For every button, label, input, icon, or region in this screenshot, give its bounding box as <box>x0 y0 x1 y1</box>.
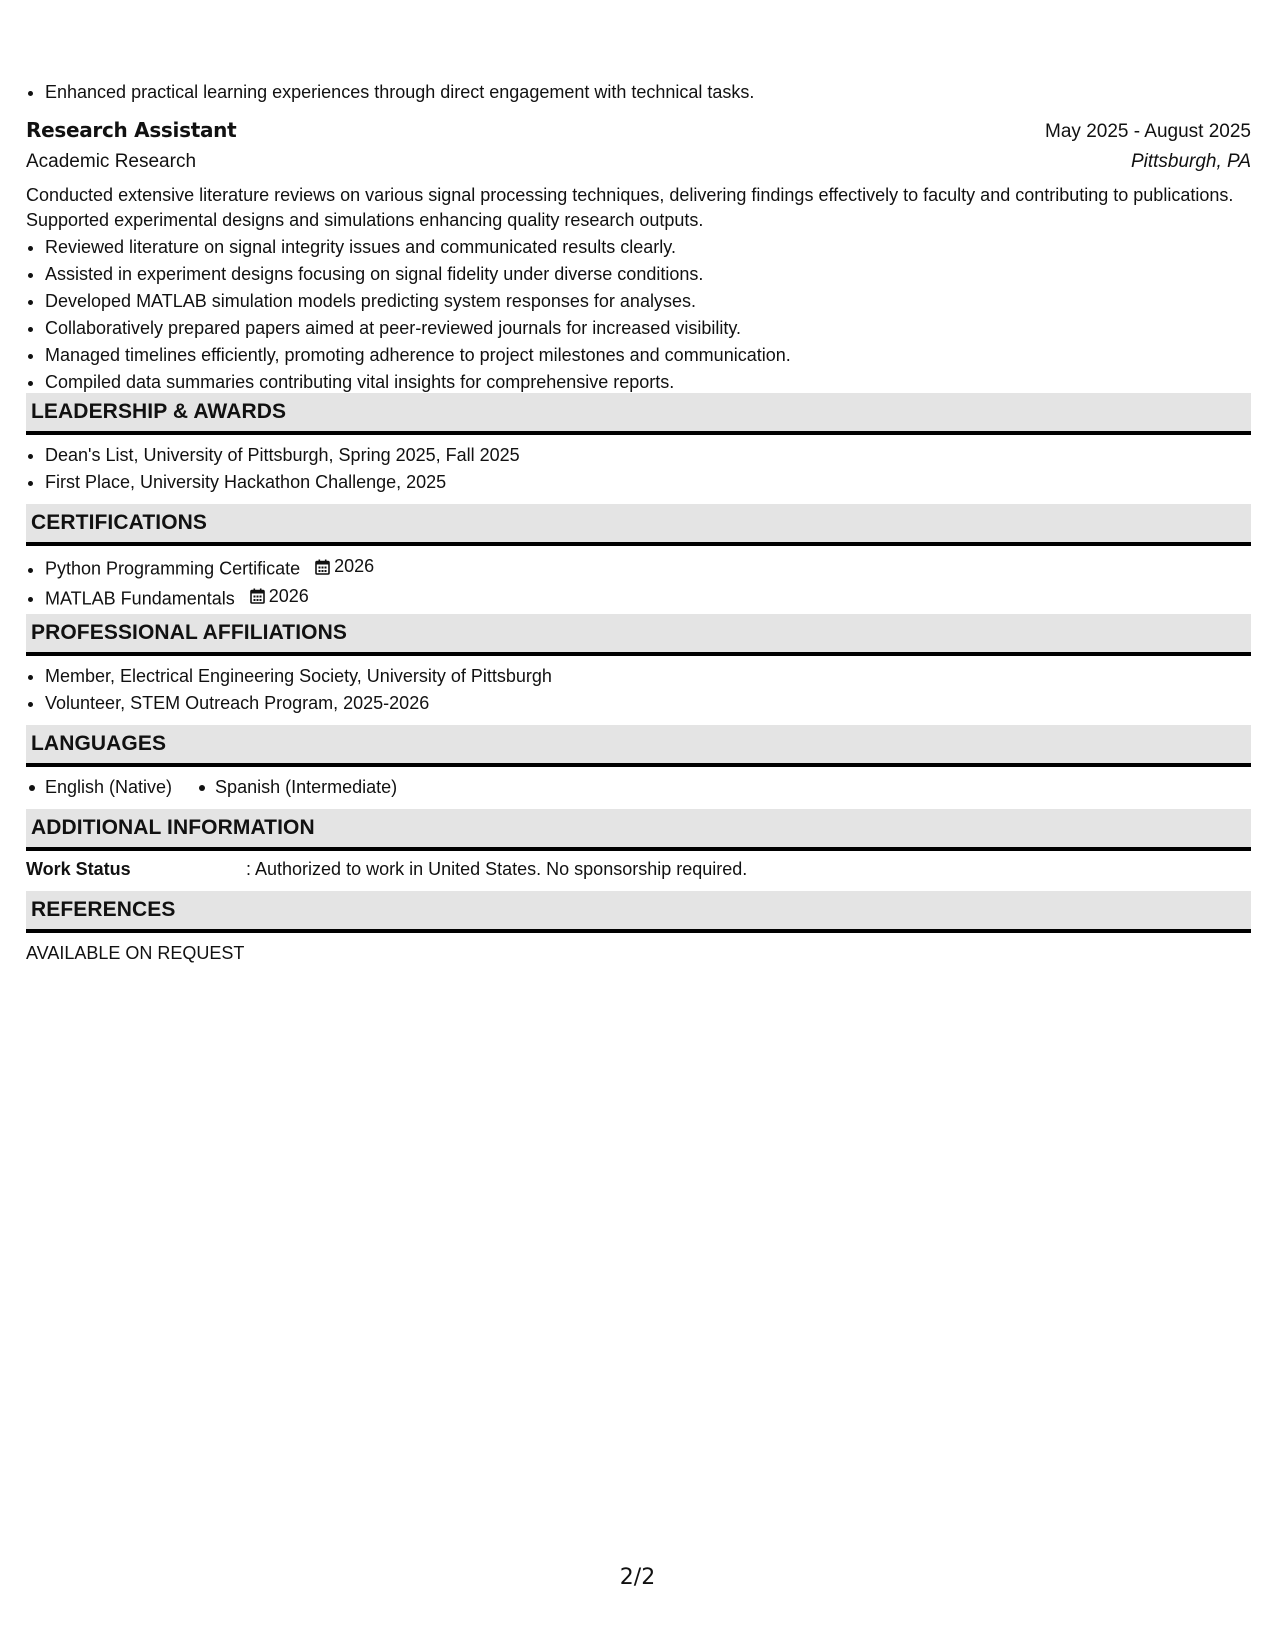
certification-year: 2026 <box>334 556 375 576</box>
calendar-icon <box>315 559 330 575</box>
section-languages <box>26 725 1251 801</box>
job-header-row <box>26 115 1251 147</box>
certification-date <box>250 583 309 610</box>
section-body <box>26 435 1251 496</box>
job-organization: Academic Research <box>26 151 197 172</box>
job-summary: Conducted extensive literature reviews on various signal processing techniques, delivering findings effectively to faculty and contributing to publications. Supported experimental designs and simulations enhancing quality research outputs. <box>26 185 1234 230</box>
section-professional-affiliations <box>26 614 1251 717</box>
calendar-icon <box>250 588 265 604</box>
section-references <box>26 891 1251 966</box>
section-body <box>26 933 1251 966</box>
list-item: • Dean's List, University of Pittsburgh, Spring 2025, Fall 2025 <box>45 442 1251 469</box>
certification-year: 2026 <box>268 585 309 606</box>
list-item: • Collaboratively prepared papers aimed at peer-reviewed journals for increased visibility. <box>45 315 1251 342</box>
work-status-row <box>26 856 1251 882</box>
section-certifications <box>26 504 1251 612</box>
info-value: : Authorized to work in United States. No sponsorship required. <box>246 859 748 879</box>
section-heading: PROFESSIONAL AFFILIATIONS <box>26 614 1251 656</box>
job-dates: May 2025 - August 2025 <box>1045 121 1251 142</box>
awards-list <box>26 442 1251 496</box>
section-body <box>26 767 1251 801</box>
section-body <box>26 851 1251 882</box>
page-number: 2/2 <box>619 1565 656 1590</box>
list-item: • Volunteer, STEM Outreach Program, 2025-2026 <box>45 690 1251 717</box>
certifications-list <box>26 553 1251 612</box>
list-item: • Enhanced practical learning experiences through direct engagement with technical tasks. <box>45 79 1270 106</box>
certification-name: MATLAB Fundamentals <box>45 588 235 608</box>
section-body <box>26 546 1251 612</box>
job-location: Pittsburgh, PA <box>1130 151 1251 172</box>
section-heading: ADDITIONAL INFORMATION <box>26 809 1251 851</box>
info-label: Work Status <box>26 859 131 879</box>
certification-name: Python Programming Certificate <box>45 558 301 579</box>
section-heading: REFERENCES <box>26 891 1251 933</box>
section-heading: LEADERSHIP & AWARDS <box>26 393 1251 435</box>
job-bullet-list <box>26 234 1251 396</box>
list-item <box>45 553 1251 583</box>
list-item: • First Place, University Hackathon Challenge, 2025 <box>45 469 1251 496</box>
section-heading: LANGUAGES <box>26 725 1251 767</box>
list-item: • Developed MATLAB simulation models predicting system responses for analyses. <box>45 288 1251 315</box>
list-item: Spanish (Intermediate) <box>196 774 397 801</box>
list-item: • Compiled data summaries contributing vital insights for comprehensive reports. <box>45 369 1251 396</box>
list-item: English (Native) <box>26 774 172 801</box>
section-body <box>26 656 1251 717</box>
list-item: • Member, Electrical Engineering Society, University of Pittsburgh <box>45 663 1251 690</box>
job-entry-research-assistant <box>26 115 1251 396</box>
references-text: AVAILABLE ON REQUEST <box>26 943 245 963</box>
certification-date <box>315 553 374 580</box>
previous-job-bullet-list <box>26 79 1270 106</box>
section-heading: CERTIFICATIONS <box>26 504 1251 546</box>
affiliations-list <box>26 663 1251 717</box>
job-title: Research Assistant <box>26 118 237 142</box>
list-item <box>45 583 1251 613</box>
list-item: • Assisted in experiment designs focusing on signal fidelity under diverse conditions. <box>45 261 1251 288</box>
job-subheader-row <box>26 147 1251 177</box>
section-additional-information <box>26 809 1251 882</box>
languages-list <box>26 774 1251 801</box>
section-leadership-awards <box>26 393 1251 496</box>
list-item: • Managed timelines efficiently, promoting adherence to project milestones and communication. <box>45 342 1251 369</box>
list-item: • Reviewed literature on signal integrity issues and communicated results clearly. <box>45 234 1251 261</box>
